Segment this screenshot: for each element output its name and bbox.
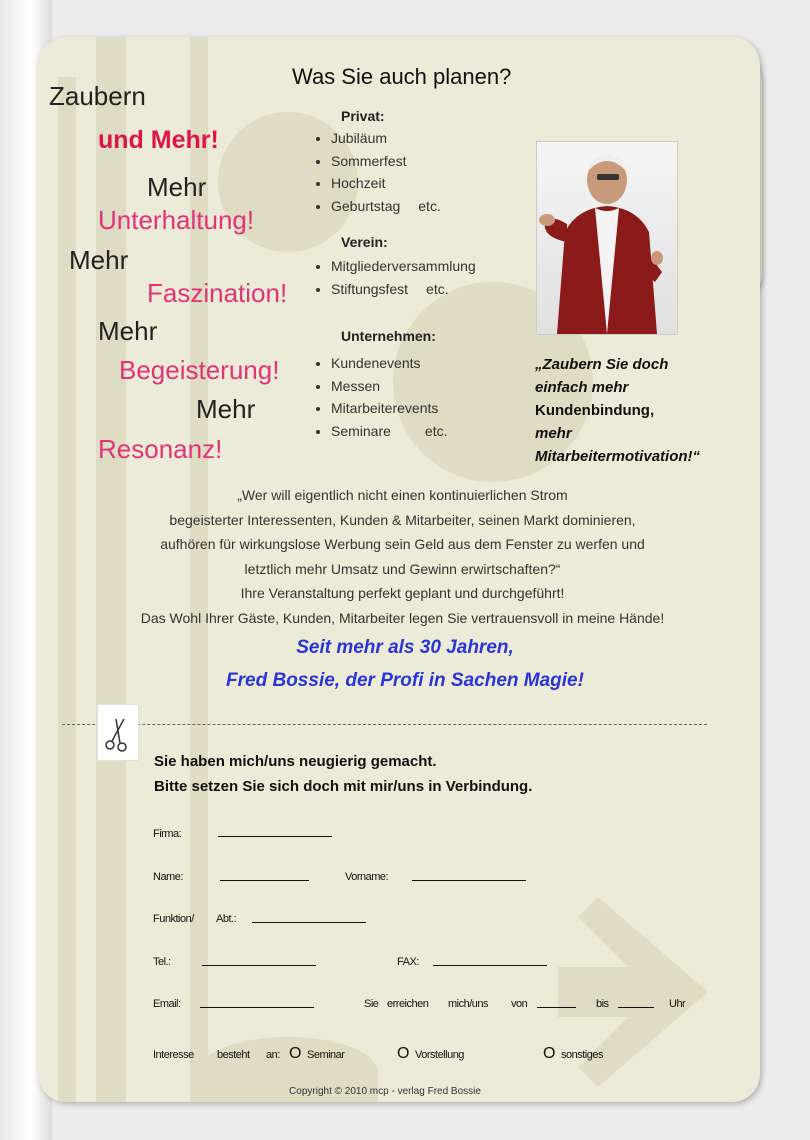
left-word: und Mehr! bbox=[98, 126, 219, 154]
firma-line[interactable] bbox=[218, 836, 332, 837]
left-word: Mehr bbox=[98, 316, 158, 346]
time-to-line[interactable] bbox=[618, 1007, 654, 1008]
paragraph-line: letztlich mehr Umsatz und Gewinn erwirtschaften?“ bbox=[244, 560, 561, 577]
scissors-icon bbox=[97, 704, 139, 761]
quote-line: Kundenbindung, bbox=[535, 402, 655, 419]
tagline-line: Fred Bossie, der Profi in Sachen Magie! bbox=[226, 670, 584, 691]
list-item: • Mitgliederversammlung bbox=[331, 255, 476, 278]
paragraph-line: begeisterter Interessenten, Kunden & Mitarbeiter, seinen Markt dominieren, bbox=[169, 511, 636, 528]
category-list-unternehmen bbox=[311, 352, 448, 442]
list-item: • Sommerfest bbox=[331, 150, 441, 173]
form-heading: Bitte setzen Sie sich doch mit mir/uns in Verbindung. bbox=[154, 778, 533, 795]
paragraph-line: aufhören für wirkungslose Werbung sein Geld aus dem Fenster zu werfen und bbox=[160, 536, 645, 552]
field-label-abt: Abt.: bbox=[216, 913, 237, 925]
list-item bbox=[331, 278, 476, 301]
field-label-name: Name: bbox=[153, 871, 183, 883]
list-item-text: Geburtstag bbox=[331, 197, 401, 214]
option-circle-sonstiges[interactable]: O bbox=[543, 1045, 555, 1062]
erreichen-word: von bbox=[511, 998, 528, 1010]
category-label: Verein: bbox=[341, 234, 388, 250]
field-label-funktion: Funktion/ bbox=[153, 913, 194, 925]
list-item-text: Stiftungsfest bbox=[331, 280, 409, 297]
etc-label: etc. bbox=[418, 197, 441, 214]
quote-line: mehr bbox=[535, 425, 572, 442]
list-item: • Kundenevents bbox=[331, 352, 448, 375]
vorname-line[interactable] bbox=[412, 880, 526, 881]
interesse-word: besteht bbox=[217, 1049, 250, 1061]
fax-line[interactable] bbox=[433, 965, 547, 966]
deco-bar bbox=[58, 77, 76, 1102]
erreichen-word: bis bbox=[596, 998, 609, 1010]
quote-line: „Zaubern Sie doch bbox=[535, 356, 669, 373]
left-word: Zaubern bbox=[49, 81, 146, 111]
left-word: Resonanz! bbox=[98, 434, 223, 464]
option-label-vorstellung: Vorstellung bbox=[415, 1049, 464, 1061]
list-item: • Mitarbeiterevents bbox=[331, 397, 448, 420]
list-item: • Jubiläum bbox=[331, 127, 441, 150]
list-item: • Messen bbox=[331, 375, 448, 398]
field-label-firma: Firma: bbox=[153, 828, 182, 840]
left-word: Mehr bbox=[69, 245, 129, 275]
name-line[interactable] bbox=[220, 880, 309, 881]
paragraph-line: Das Wohl Ihrer Gäste, Kunden, Mitarbeiter legen Sie vertrauensvoll in meine Hände! bbox=[140, 609, 665, 626]
category-list-verein bbox=[311, 255, 476, 300]
etc-label: etc. bbox=[426, 280, 449, 297]
list-item bbox=[331, 195, 441, 218]
left-word: Unterhaltung! bbox=[98, 205, 255, 235]
field-label-email: Email: bbox=[153, 998, 181, 1010]
copyright: Copyright © 2010 mcp - verlag Fred Bossie bbox=[289, 1086, 481, 1097]
left-word: Begeisterung! bbox=[119, 355, 280, 385]
funktion-line[interactable] bbox=[252, 922, 366, 923]
paragraph-line: Ihre Veranstaltung perfekt geplant und durchgeführt! bbox=[240, 585, 565, 601]
category-label: Privat: bbox=[341, 108, 385, 124]
option-circle-seminar[interactable]: O bbox=[289, 1045, 301, 1062]
field-label-fax: FAX: bbox=[397, 956, 419, 968]
left-word: Faszination! bbox=[147, 278, 288, 308]
pitch-paragraph bbox=[100, 483, 705, 630]
category-list-privat bbox=[311, 127, 441, 217]
etc-label: etc. bbox=[424, 422, 448, 439]
cut-line bbox=[62, 724, 707, 725]
quote-line: Mitarbeitermotivation!“ bbox=[535, 448, 701, 465]
paragraph-line: „Wer will eigentlich nicht einen kontinuierlichen Strom bbox=[237, 487, 568, 503]
email-line[interactable] bbox=[200, 1007, 314, 1008]
erreichen-word: Sie bbox=[364, 998, 379, 1010]
field-label-vorname: Vorname: bbox=[345, 871, 389, 883]
list-item-text: Seminare bbox=[331, 422, 391, 439]
time-from-line[interactable] bbox=[537, 1007, 576, 1008]
option-label-seminar: Seminar bbox=[307, 1049, 345, 1061]
option-circle-vorstellung[interactable]: O bbox=[397, 1045, 409, 1062]
list-item: • Hochzeit bbox=[331, 172, 441, 195]
page-title: Was Sie auch planen? bbox=[292, 64, 512, 89]
tagline-line: Seit mehr als 30 Jahren, bbox=[296, 637, 514, 658]
option-label-sonstiges: sonstiges bbox=[561, 1049, 603, 1061]
erreichen-word: Uhr bbox=[669, 998, 686, 1010]
erreichen-word: erreichen bbox=[387, 998, 429, 1010]
quote-line: einfach mehr bbox=[535, 379, 629, 396]
field-label-tel: Tel.: bbox=[153, 956, 171, 968]
form-heading: Sie haben mich/uns neugierig gemacht. bbox=[154, 753, 437, 770]
interesse-word: Interesse bbox=[153, 1049, 194, 1061]
left-word: Mehr bbox=[196, 394, 256, 424]
performer-photo bbox=[536, 141, 678, 335]
erreichen-word: mich/uns bbox=[448, 998, 489, 1010]
interesse-word: an: bbox=[266, 1049, 280, 1061]
list-item bbox=[331, 420, 448, 443]
left-word: Mehr bbox=[147, 172, 207, 202]
tel-line[interactable] bbox=[202, 965, 316, 966]
quote-block bbox=[535, 353, 700, 468]
category-label: Unternehmen: bbox=[341, 328, 436, 344]
arrow-shape bbox=[558, 877, 718, 1102]
